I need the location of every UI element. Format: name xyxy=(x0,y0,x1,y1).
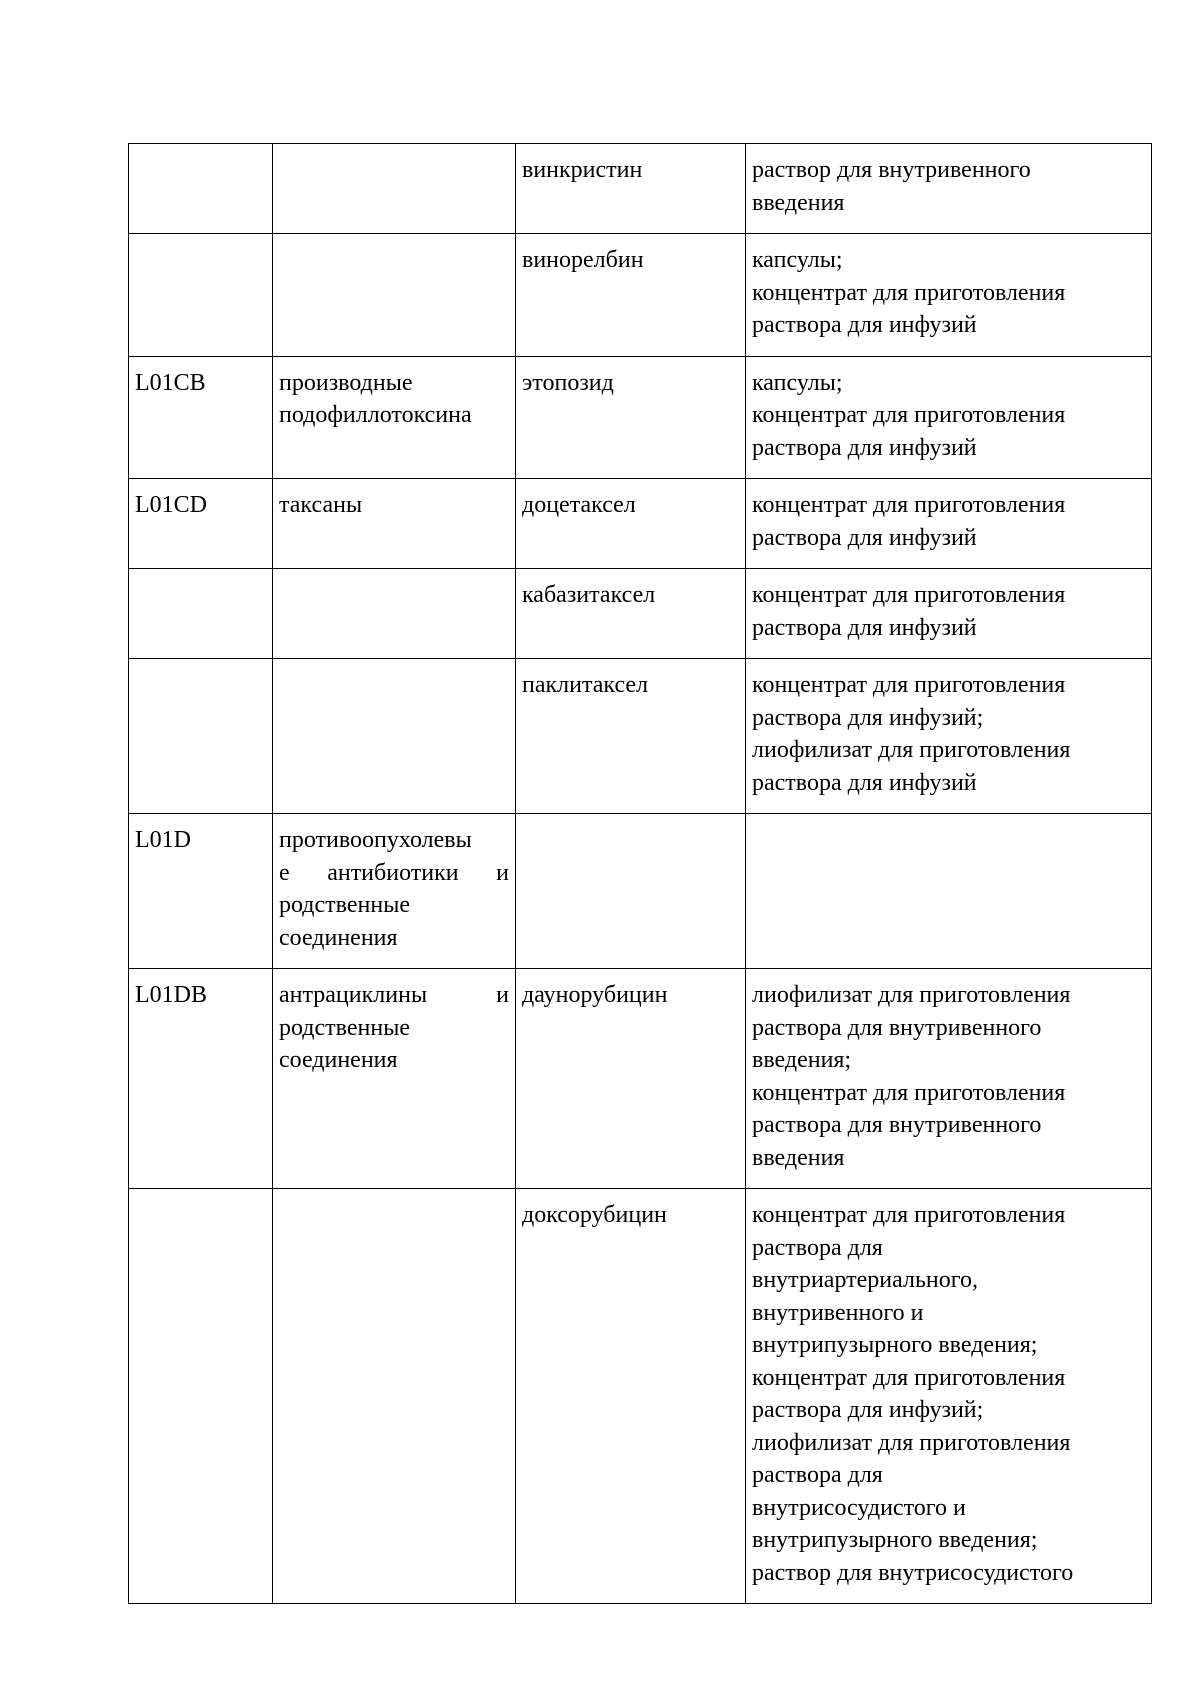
dosage-form-line: капсулы; xyxy=(752,247,843,273)
drug-name-cell: кабазитаксел xyxy=(516,569,746,659)
atc-code-cell: L01CB xyxy=(129,356,273,479)
dosage-form-line: лиофилизат для приготовления xyxy=(752,1429,1071,1456)
dosage-form-line: концентрат для приготовления xyxy=(752,1202,1066,1228)
group-name-cell xyxy=(273,356,516,479)
atc-code-cell xyxy=(129,659,273,814)
table-row xyxy=(129,814,1152,969)
drug-name-cell: доцетаксел xyxy=(516,479,746,569)
group-name-cell xyxy=(273,569,516,659)
dosage-form-line: концентрат для приготовления xyxy=(752,672,1066,698)
drug-name-cell: винорелбин xyxy=(516,234,746,357)
dosage-form-line: введения xyxy=(752,189,845,216)
atc-code-cell xyxy=(129,569,273,659)
drug-name-cell: винкристин xyxy=(516,144,746,234)
atc-code-cell xyxy=(129,1189,273,1604)
group-name-line: таксаны xyxy=(279,492,363,518)
group-name-line: производные xyxy=(279,369,413,396)
table-row xyxy=(129,144,1152,234)
group-name-cell xyxy=(273,479,516,569)
group-name-line: противоопухолевы xyxy=(279,827,472,853)
dosage-form-line: внутриартериального, xyxy=(752,1267,978,1293)
dosage-form-line: внутрипузырного введения; xyxy=(752,1332,1038,1358)
atc-code-cell xyxy=(129,144,273,234)
table-row xyxy=(129,569,1152,659)
drug-name-cell: паклитаксел xyxy=(516,659,746,814)
group-name-line: соединения xyxy=(279,1047,398,1073)
dosage-form-line: раствора для инфузий xyxy=(752,434,977,461)
dosage-form-line: раствора для инфузий xyxy=(752,312,977,338)
dosage-form-line: раствор для внутривенного xyxy=(752,157,1031,183)
dosage-forms-cell xyxy=(746,356,1152,479)
group-name-cell xyxy=(273,659,516,814)
dosage-form-line: введения xyxy=(752,1144,845,1171)
group-name-line: подофиллотоксина xyxy=(279,402,472,428)
dosage-forms-cell xyxy=(746,569,1152,659)
group-name-cell xyxy=(273,814,516,969)
table-row xyxy=(129,479,1152,569)
dosage-form-line: раствора для инфузий; xyxy=(752,704,984,731)
dosage-form-line: внутривенного и xyxy=(752,1299,924,1326)
group-name-line: соединения xyxy=(279,924,398,951)
dosage-forms-cell xyxy=(746,814,1152,969)
table-row xyxy=(129,969,1152,1189)
dosage-form-line: раствора для внутривенного xyxy=(752,1112,1042,1138)
group-name-cell xyxy=(273,969,516,1189)
group-name-cell xyxy=(273,144,516,234)
dosage-form-line: концентрат для приготовления xyxy=(752,1079,1066,1106)
atc-code-cell: L01D xyxy=(129,814,273,969)
dosage-form-line: капсулы; xyxy=(752,369,843,396)
dosage-form-line: лиофилизат для приготовления xyxy=(752,737,1071,763)
dosage-forms-cell xyxy=(746,144,1152,234)
dosage-form-line: концентрат для приготовления xyxy=(752,1364,1066,1391)
dosage-form-line: концентрат для приготовления xyxy=(752,582,1066,608)
table-row xyxy=(129,234,1152,357)
group-name-line: родственные xyxy=(279,1014,410,1041)
dosage-form-line: внутрисосудистого и xyxy=(752,1494,966,1521)
dosage-forms-cell xyxy=(746,659,1152,814)
dosage-forms-cell xyxy=(746,1189,1152,1604)
table-row xyxy=(129,659,1152,814)
dosage-form-line: раствора для инфузий xyxy=(752,524,977,551)
dosage-forms-cell xyxy=(746,234,1152,357)
dosage-form-line: раствора для xyxy=(752,1234,883,1261)
group-name-line: антрациклины и xyxy=(279,982,509,1008)
group-name-cell xyxy=(273,234,516,357)
dosage-forms-cell xyxy=(746,969,1152,1189)
drug-name-cell: этопозид xyxy=(516,356,746,479)
group-name-cell xyxy=(273,1189,516,1604)
group-name-line: родственные xyxy=(279,892,410,918)
dosage-form-line: концентрат для приготовления xyxy=(752,492,1066,518)
dosage-forms-cell xyxy=(746,479,1152,569)
group-name-line: е антибиотики и xyxy=(279,859,509,886)
drug-table xyxy=(128,143,1152,1604)
dosage-form-line: введения; xyxy=(752,1047,852,1073)
drug-name-cell: даунорубицин xyxy=(516,969,746,1189)
dosage-form-line: раствор для внутрисосудистого xyxy=(752,1559,1074,1586)
dosage-form-line: раствора для xyxy=(752,1462,883,1488)
dosage-form-line: раствора для инфузий xyxy=(752,769,977,796)
dosage-form-line: раствора для внутривенного xyxy=(752,1014,1042,1041)
table-row xyxy=(129,1189,1152,1604)
atc-code-cell: L01CD xyxy=(129,479,273,569)
table-row xyxy=(129,356,1152,479)
dosage-form-line: раствора для инфузий; xyxy=(752,1397,984,1423)
dosage-form-line: внутрипузырного введения; xyxy=(752,1527,1038,1553)
atc-code-cell xyxy=(129,234,273,357)
drug-name-cell: доксорубицин xyxy=(516,1189,746,1604)
dosage-form-line: концентрат для приготовления xyxy=(752,279,1066,306)
drug-name-cell xyxy=(516,814,746,969)
dosage-form-line: концентрат для приготовления xyxy=(752,402,1066,428)
dosage-form-line: лиофилизат для приготовления xyxy=(752,982,1071,1008)
dosage-form-line: раствора для инфузий xyxy=(752,614,977,641)
atc-code-cell: L01DB xyxy=(129,969,273,1189)
